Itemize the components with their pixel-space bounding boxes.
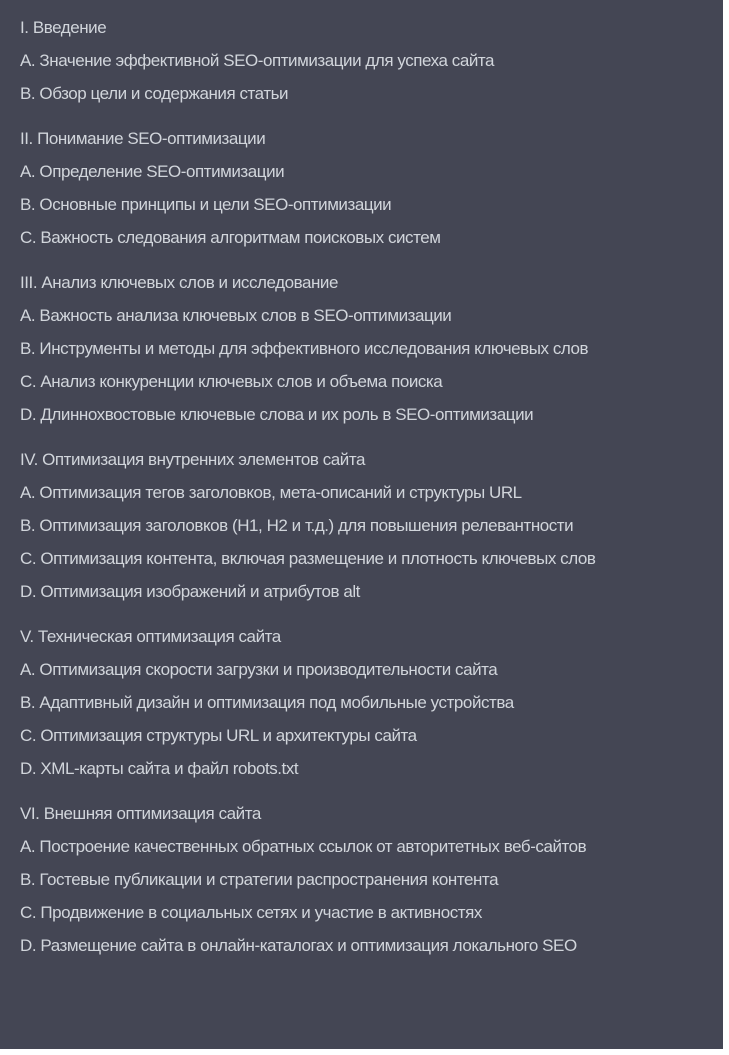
outline-item: C. Важность следования алгоритмам поисковых систем (20, 228, 441, 247)
outline-item: A. Определение SEO-оптимизации (20, 162, 285, 181)
outline-section (20, 18, 720, 104)
section-heading: IV. Оптимизация внутренних элементов сайта (20, 450, 365, 469)
outline-section (20, 627, 720, 779)
outline-section (20, 273, 720, 425)
outline-item: C. Оптимизация контента, включая размещение и плотность ключевых слов (20, 549, 596, 568)
outline-item: B. Адаптивный дизайн и оптимизация под мобильные устройства (20, 693, 514, 712)
outline-item: C. Анализ конкуренции ключевых слов и объема поиска (20, 372, 443, 391)
section-heading: III. Анализ ключевых слов и исследование (20, 273, 338, 292)
outline-item: A. Построение качественных обратных ссылок от авторитетных веб-сайтов (20, 837, 587, 856)
outline-item: D. Длиннохвостовые ключевые слова и их роль в SEO-оптимизации (20, 405, 534, 424)
outline-section (20, 129, 720, 248)
outline-section (20, 450, 720, 602)
section-heading: V. Техническая оптимизация сайта (20, 627, 281, 646)
outline-item: B. Инструменты и методы для эффективного исследования ключевых слов (20, 339, 589, 358)
outline-item: B. Основные принципы и цели SEO-оптимизации (20, 195, 392, 214)
outline-item: D. XML-карты сайта и файл robots.txt (20, 759, 299, 778)
outline-item: C. Оптимизация структуры URL и архитектуры сайта (20, 726, 417, 745)
outline (20, 18, 720, 981)
outline-item: B. Обзор цели и содержания статьи (20, 84, 289, 103)
section-heading: II. Понимание SEO-оптимизации (20, 129, 266, 148)
outline-item: B. Оптимизация заголовков (H1, H2 и т.д.) для повышения релевантности (20, 516, 574, 535)
outline-item: C. Продвижение в социальных сетях и участие в активностях (20, 903, 482, 922)
outline-item: B. Гостевые публикации и стратегии распространения контента (20, 870, 499, 889)
outline-item: D. Размещение сайта в онлайн-каталогах и оптимизация локального SEO (20, 936, 577, 955)
outline-item: A. Оптимизация тегов заголовков, мета-описаний и структуры URL (20, 483, 522, 502)
outline-item: D. Оптимизация изображений и атрибутов alt (20, 582, 360, 601)
section-heading: VI. Внешняя оптимизация сайта (20, 804, 261, 823)
section-heading: I. Введение (20, 18, 107, 37)
outline-item: A. Важность анализа ключевых слов в SEO-оптимизации (20, 306, 452, 325)
outline-item: A. Значение эффективной SEO-оптимизации для успеха сайта (20, 51, 495, 70)
outline-section (20, 804, 720, 956)
outline-item: A. Оптимизация скорости загрузки и производительности сайта (20, 660, 498, 679)
